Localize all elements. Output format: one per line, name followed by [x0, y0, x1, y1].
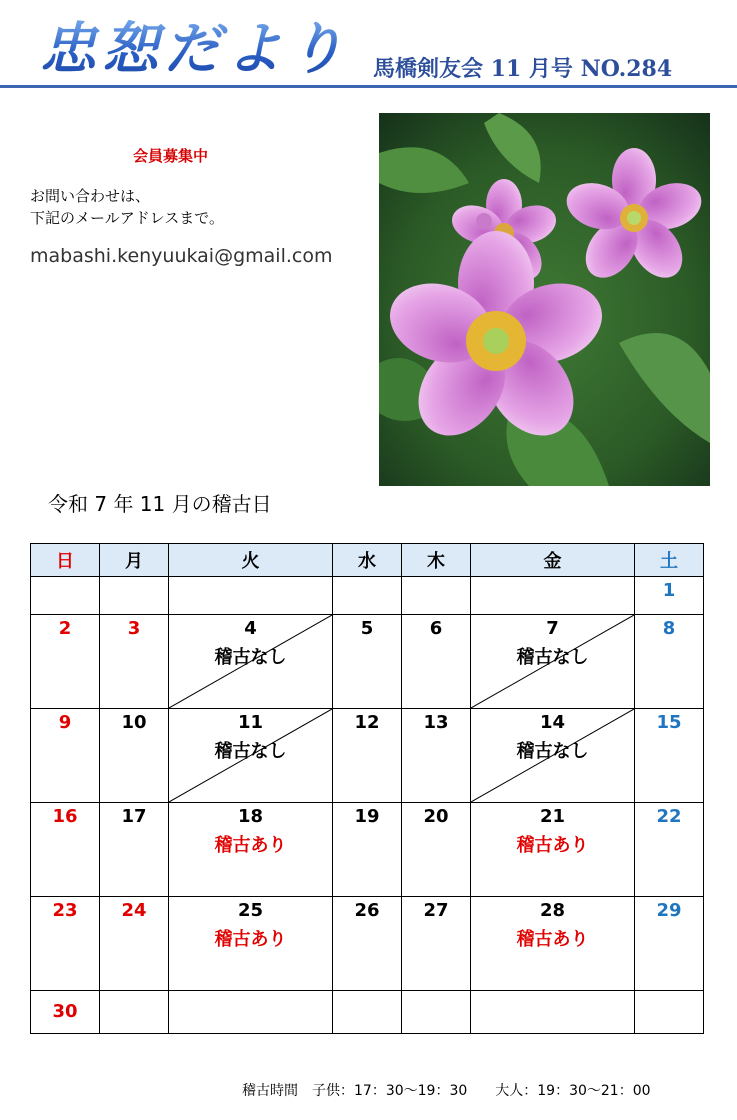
no-practice-slash — [471, 709, 634, 802]
day-cell — [333, 615, 402, 709]
day-cell — [635, 803, 704, 897]
recruitment-notice: 会員募集中 — [133, 147, 209, 165]
day-cell — [402, 615, 471, 709]
day-cell — [333, 803, 402, 897]
day-number: 3 — [127, 618, 141, 639]
practice-status: 稽古あり — [516, 835, 589, 856]
day-cell — [31, 709, 100, 803]
day-cell — [100, 709, 169, 803]
anemone-flower-photo — [379, 113, 710, 486]
day-number: 22 — [656, 806, 682, 827]
day-cell — [402, 991, 471, 1034]
day-number: 18 — [237, 806, 264, 827]
day-cell — [471, 897, 635, 991]
day-number: 2 — [58, 618, 72, 639]
day-cell — [333, 709, 402, 803]
practice-status: 稽古なし — [214, 741, 287, 762]
day-cell — [169, 991, 333, 1034]
day-cell — [100, 897, 169, 991]
day-cell — [100, 615, 169, 709]
day-cell — [471, 615, 635, 709]
day-cell — [333, 577, 402, 615]
day-number: 17 — [121, 806, 147, 827]
day-cell — [635, 709, 704, 803]
header-wednesday: 水 — [333, 544, 402, 577]
day-cell — [31, 803, 100, 897]
day-number: 15 — [656, 712, 682, 733]
day-number: 26 — [354, 900, 380, 921]
day-number: 1 — [662, 580, 676, 601]
header-tuesday: 火 — [169, 544, 333, 577]
day-cell — [471, 709, 635, 803]
header-monday: 月 — [100, 544, 169, 577]
day-cell — [31, 991, 100, 1034]
day-cell — [169, 803, 333, 897]
day-cell — [100, 991, 169, 1034]
day-cell — [402, 897, 471, 991]
day-number: 30 — [52, 1001, 78, 1022]
day-cell — [635, 615, 704, 709]
day-cell — [169, 897, 333, 991]
week-row — [31, 803, 704, 897]
contact-text-line2: 下記のメールアドレスまで。 — [30, 209, 224, 227]
day-cell — [635, 991, 704, 1034]
day-number: 4 — [244, 618, 257, 639]
practice-status: 稽古あり — [516, 929, 589, 950]
day-number: 20 — [423, 806, 449, 827]
day-cell — [635, 897, 704, 991]
day-number: 7 — [546, 618, 559, 639]
day-cell — [100, 577, 169, 615]
day-cell — [100, 803, 169, 897]
day-number: 14 — [539, 712, 566, 733]
day-number: 13 — [423, 712, 449, 733]
contact-text-line1: お問い合わせは、 — [30, 187, 151, 205]
day-cell — [31, 615, 100, 709]
day-number: 16 — [52, 806, 78, 827]
week-row — [31, 897, 704, 991]
day-number: 19 — [354, 806, 380, 827]
week-row — [31, 615, 704, 709]
day-cell — [169, 577, 333, 615]
practice-status: 稽古あり — [214, 835, 287, 856]
day-number: 5 — [360, 618, 374, 639]
day-cell — [333, 991, 402, 1034]
header-friday: 金 — [471, 544, 635, 577]
day-cell — [471, 991, 635, 1034]
day-number: 24 — [121, 900, 147, 921]
day-cell — [471, 803, 635, 897]
day-cell — [31, 577, 100, 615]
day-number: 8 — [662, 618, 676, 639]
day-number: 28 — [539, 900, 566, 921]
day-cell — [402, 803, 471, 897]
header-saturday: 土 — [635, 544, 704, 577]
calendar-title: 令和 7 年 11 月の稽古日 — [48, 492, 272, 516]
day-number: 23 — [52, 900, 78, 921]
practice-status: 稽古あり — [214, 929, 287, 950]
day-number: 9 — [58, 712, 72, 733]
day-cell — [635, 577, 704, 615]
newsletter-title: 忠恕だより — [40, 16, 350, 82]
day-cell — [402, 577, 471, 615]
day-number: 6 — [429, 618, 443, 639]
week-row — [31, 709, 704, 803]
header-thursday: 木 — [402, 544, 471, 577]
day-cell — [169, 615, 333, 709]
practice-status: 稽古なし — [516, 741, 589, 762]
contact-email[interactable]: mabashi.kenyuukai@gmail.com — [30, 245, 333, 267]
week-row — [31, 577, 704, 615]
header-sunday: 日 — [31, 544, 100, 577]
no-practice-slash — [471, 615, 634, 708]
day-cell — [471, 577, 635, 615]
day-number: 29 — [656, 900, 682, 921]
day-cell — [333, 897, 402, 991]
day-number: 25 — [237, 900, 264, 921]
day-number: 27 — [423, 900, 449, 921]
day-number: 12 — [354, 712, 380, 733]
practice-hours: 稽古時間 子供：17：30～19：30 大人：19：30～21：00 — [242, 1083, 651, 1099]
day-number: 11 — [237, 712, 264, 733]
weekday-header-row — [31, 544, 704, 577]
practice-calendar — [30, 543, 704, 1034]
issue-label: 馬橋剣友会 11 月号 NO.284 — [373, 56, 673, 82]
no-practice-slash — [169, 615, 332, 708]
day-cell — [31, 897, 100, 991]
no-practice-slash — [169, 709, 332, 802]
day-cell — [402, 709, 471, 803]
header-divider — [0, 85, 737, 88]
practice-status: 稽古なし — [214, 647, 287, 668]
day-number: 10 — [121, 712, 147, 733]
day-number: 21 — [539, 806, 566, 827]
day-cell — [169, 709, 333, 803]
week-row — [31, 991, 704, 1034]
practice-status: 稽古なし — [516, 647, 589, 668]
